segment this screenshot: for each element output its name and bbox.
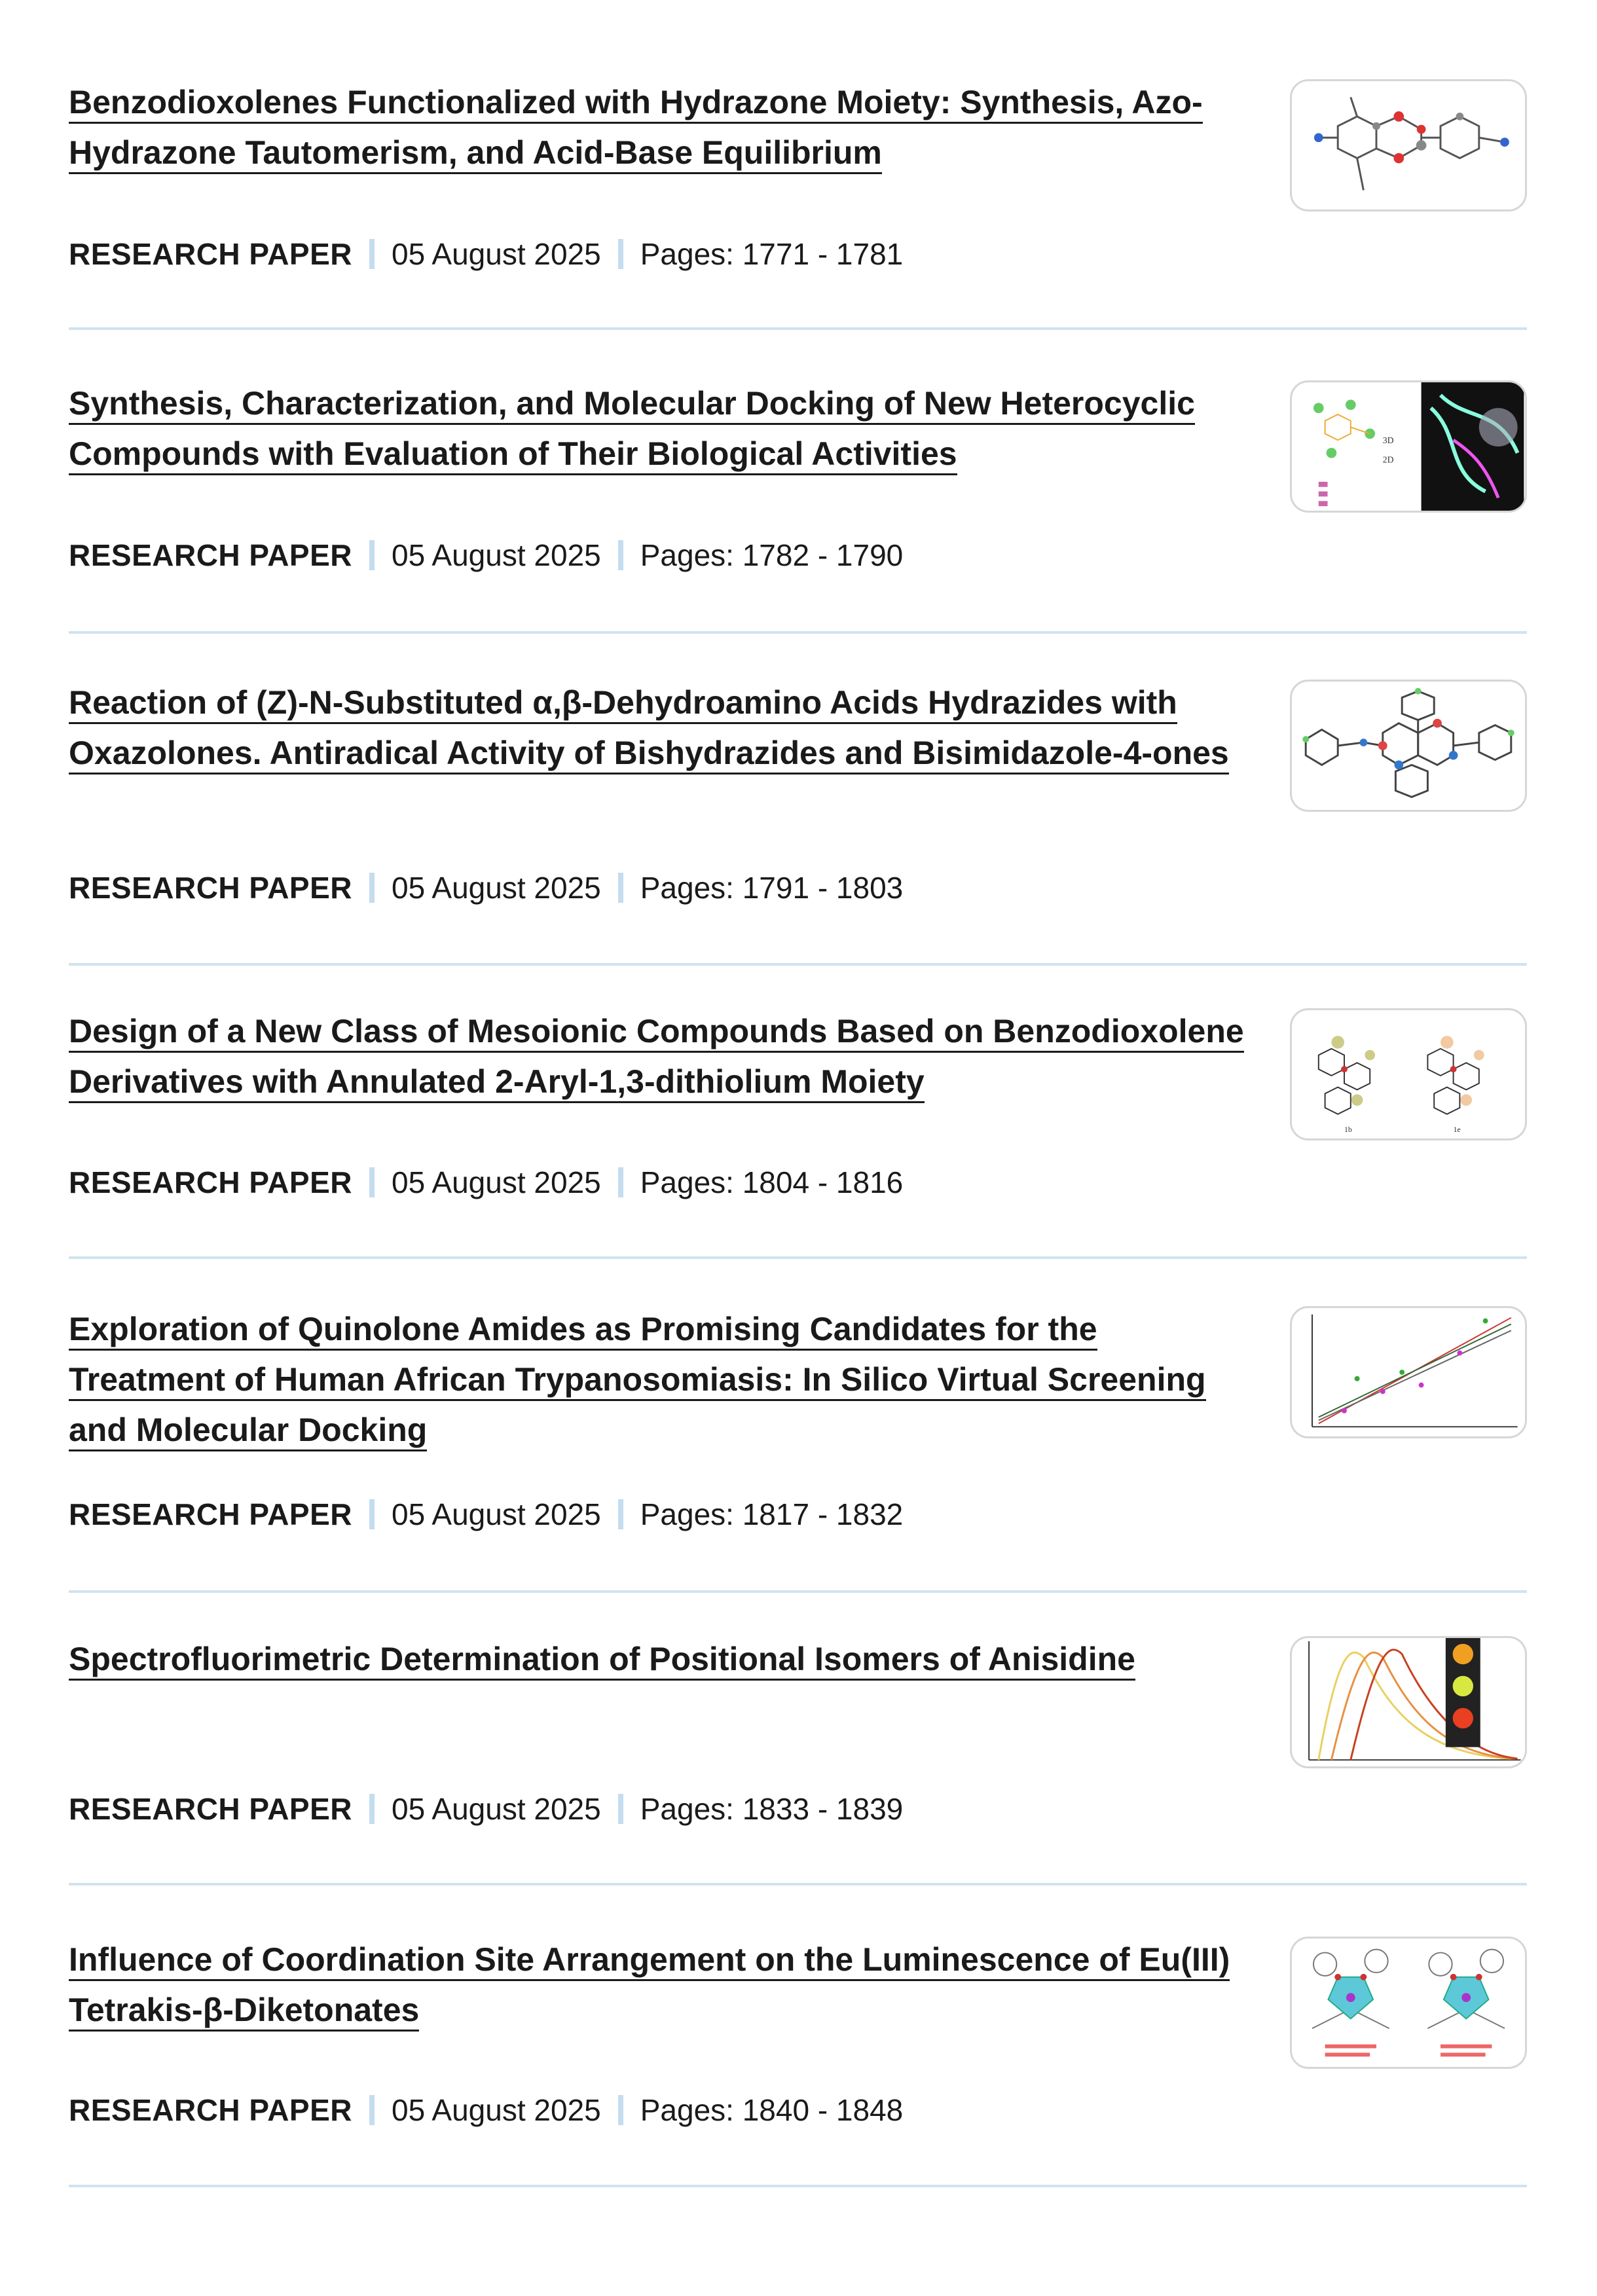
molecular-structure-icon <box>1292 81 1525 210</box>
article-item <box>69 1634 1527 1886</box>
article-date: 05 August 2025 <box>392 2093 601 2127</box>
article-thumbnail[interactable] <box>1290 1306 1527 1438</box>
article-meta <box>69 1164 903 1201</box>
article-meta <box>69 236 903 272</box>
article-meta <box>69 1791 903 1827</box>
meta-separator <box>369 540 375 570</box>
svg-text:1e: 1e <box>1453 1125 1461 1135</box>
article-date: 05 August 2025 <box>392 871 601 905</box>
article-title <box>69 678 1247 778</box>
article-pages: Pages: 1833 - 1839 <box>640 1792 904 1826</box>
article-meta <box>69 869 903 906</box>
article-item <box>69 77 1527 330</box>
svg-text:3D: 3D <box>1382 435 1394 446</box>
meta-separator <box>369 2095 375 2125</box>
article-title <box>69 1935 1247 2035</box>
fluorescence-spectrum-icon <box>1292 1638 1525 1766</box>
coordination-polyhedron-icon <box>1292 1939 1525 2067</box>
article-meta <box>69 537 903 574</box>
article-item <box>69 1935 1527 2187</box>
article-date: 05 August 2025 <box>392 237 601 271</box>
article-pages: Pages: 1804 - 1816 <box>640 1165 904 1199</box>
article-pages: Pages: 1817 - 1832 <box>640 1497 904 1531</box>
article-pages: Pages: 1840 - 1848 <box>640 2093 904 2127</box>
meta-separator <box>618 2095 623 2125</box>
article-date: 05 August 2025 <box>392 1497 601 1531</box>
article-thumbnail[interactable] <box>1290 79 1527 211</box>
article-type: RESEARCH PAPER <box>69 538 352 572</box>
docking-diagram-icon <box>1292 382 1525 511</box>
article-date: 05 August 2025 <box>392 1165 601 1199</box>
article-item <box>69 378 1527 634</box>
article-type: RESEARCH PAPER <box>69 2093 352 2127</box>
article-type: RESEARCH PAPER <box>69 1497 352 1531</box>
article-title-link[interactable]: Reaction of (Z)-N-Substituted α,β-Dehydroamino Acids Hydrazides with Oxazolones. Antiradical Activity of Bishydrazides and Bisimidazole-4-ones <box>69 684 1229 774</box>
article-title <box>69 378 1247 479</box>
article-date: 05 August 2025 <box>392 538 601 572</box>
article-date: 05 August 2025 <box>392 1792 601 1826</box>
article-pages: Pages: 1771 - 1781 <box>640 237 904 271</box>
article-thumbnail[interactable] <box>1290 1937 1527 2069</box>
article-type: RESEARCH PAPER <box>69 1792 352 1826</box>
article-title-link[interactable]: Design of a New Class of Mesoionic Compounds Based on Benzodioxolene Derivatives with Annulated 2-Aryl-1,3-dithiolium Moiety <box>69 1013 1244 1103</box>
article-meta <box>69 2092 903 2128</box>
article-item <box>69 678 1527 966</box>
meta-separator <box>618 873 623 903</box>
meta-separator <box>618 540 623 570</box>
article-type: RESEARCH PAPER <box>69 237 352 271</box>
scatter-plot-icon <box>1292 1308 1525 1436</box>
article-title-link[interactable]: Spectrofluorimetric Determination of Positional Isomers of Anisidine <box>69 1641 1135 1681</box>
article-title <box>69 1006 1247 1107</box>
article-thumbnail[interactable] <box>1290 1008 1527 1140</box>
article-thumbnail[interactable] <box>1290 680 1527 812</box>
article-title-link[interactable]: Exploration of Quinolone Amides as Promising Candidates for the Treatment of Human African Trypanosomiasis: In Silico Virtual Screening and Molecular Docking <box>69 1311 1206 1451</box>
article-meta <box>69 1496 903 1533</box>
meta-separator <box>369 1167 375 1197</box>
article-title <box>69 77 1247 178</box>
meta-separator <box>369 239 375 269</box>
article-pages: Pages: 1782 - 1790 <box>640 538 904 572</box>
meta-separator <box>618 1499 623 1529</box>
article-title-link[interactable]: Benzodioxolenes Functionalized with Hydrazone Moiety: Synthesis, Azo-Hydrazone Tautomerism, and Acid-Base Equilibrium <box>69 84 1203 174</box>
svg-text:2D: 2D <box>1382 454 1394 465</box>
meta-separator <box>369 873 375 903</box>
article-type: RESEARCH PAPER <box>69 1165 352 1199</box>
crystal-structure-icon <box>1292 682 1525 810</box>
meta-separator <box>618 239 623 269</box>
molecular-orbital-icon <box>1292 1010 1525 1139</box>
article-title <box>69 1634 1247 1685</box>
meta-separator <box>369 1499 375 1529</box>
article-type: RESEARCH PAPER <box>69 871 352 905</box>
meta-separator <box>369 1794 375 1824</box>
article-pages: Pages: 1791 - 1803 <box>640 871 904 905</box>
meta-separator <box>618 1167 623 1197</box>
meta-separator <box>618 1794 623 1824</box>
article-title-link[interactable]: Synthesis, Characterization, and Molecular Docking of New Heterocyclic Compounds with Evaluation of Their Biological Activities <box>69 385 1195 475</box>
article-title <box>69 1304 1247 1455</box>
svg-text:1b: 1b <box>1344 1125 1352 1135</box>
article-item <box>69 1304 1527 1593</box>
article-title-link[interactable]: Influence of Coordination Site Arrangement on the Luminescence of Eu(III) Tetrakis-β-Diketonates <box>69 1941 1230 2032</box>
article-item <box>69 1006 1527 1259</box>
article-thumbnail[interactable] <box>1290 380 1527 513</box>
article-thumbnail[interactable] <box>1290 1636 1527 1768</box>
